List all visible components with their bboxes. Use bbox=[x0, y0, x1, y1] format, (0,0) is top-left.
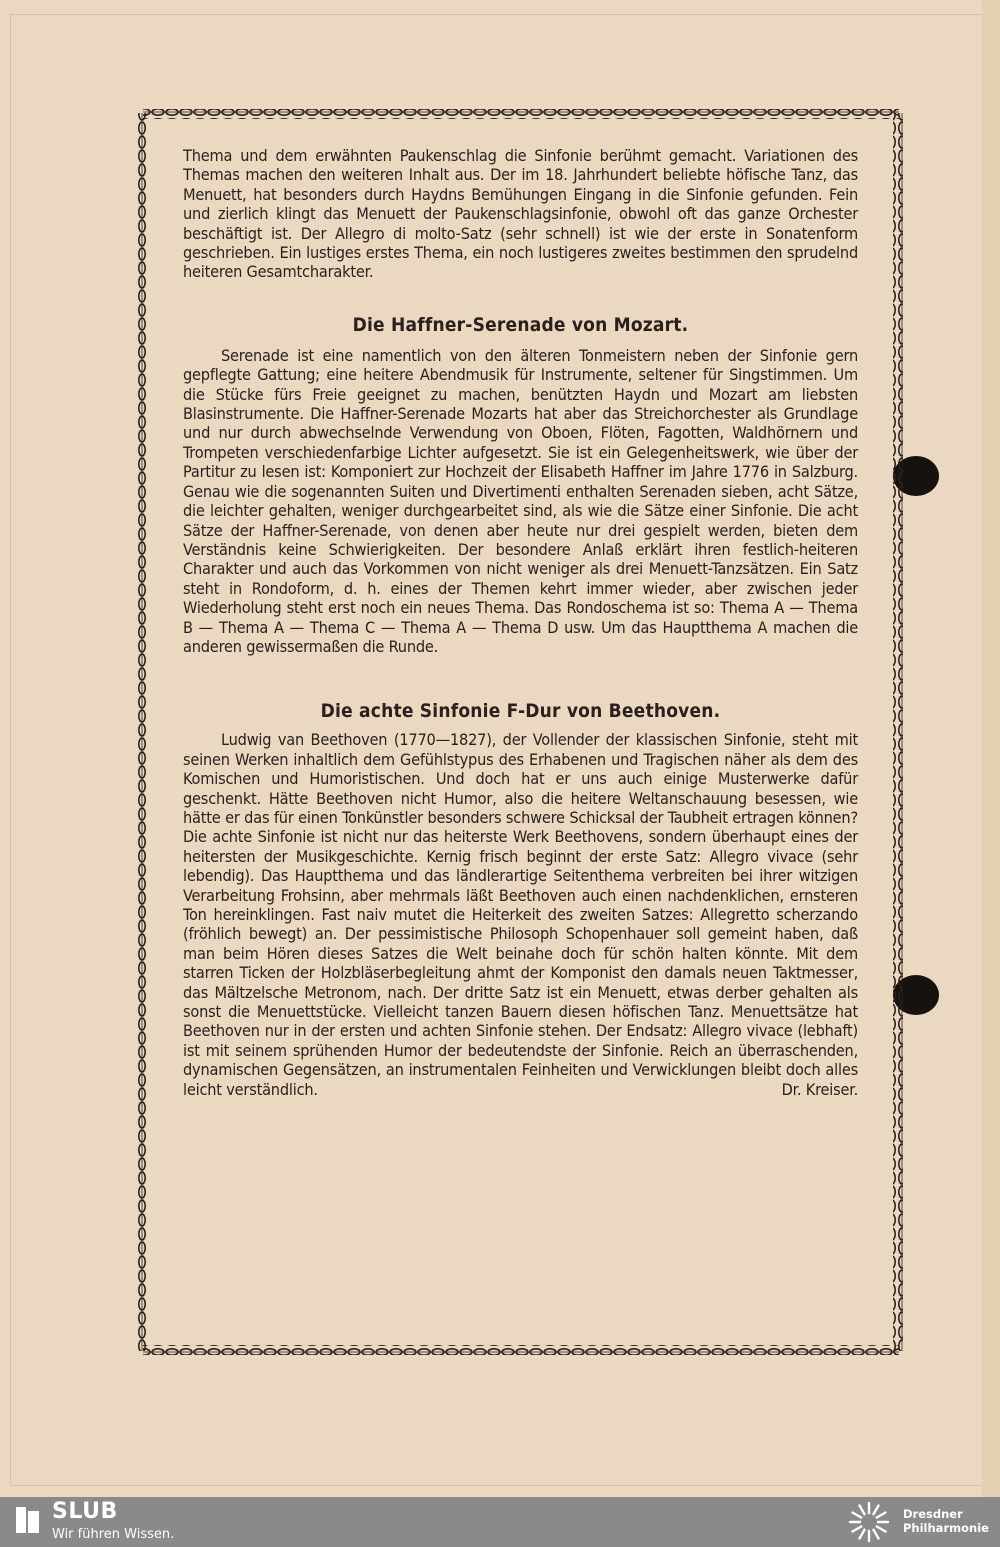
repository-footer bbox=[0, 1497, 1000, 1547]
slub-book-icon bbox=[14, 1505, 42, 1535]
partner-name-line1: Dresdner bbox=[903, 1507, 963, 1521]
partner-name bbox=[903, 1507, 989, 1535]
slub-name: SLUB bbox=[52, 1499, 118, 1524]
article-body bbox=[183, 146, 858, 1099]
section-heading-beethoven: Die achte Sinfonie F-Dur von Beethoven. bbox=[320, 700, 721, 723]
intro-paragraph: Thema und dem erwähnten Paukenschlag die Sinfonie berühmt gemacht. Variationen des Themas machen den weiteren Inhalt aus. Der im 18. Jahrhundert beliebte höfische Tanz, das Menuett, hat besonders durch Haydns Bemühungen Eingang in die Sinfonie gefunden. Fein und zierlich klingt das Menuett der Paukenschlagsinfonie, obwohl oft das ganze Orchester beschäftigt ist. Der Allegro di molto-Satz (sehr schnell) ist wie der erste in Sonatenform geschrieben. Ein lustiges erstes Thema, ein noch lustigeres zweites bestimmen den sprudelnd heiteren Gesamtcharakter. bbox=[183, 146, 858, 282]
philharmonie-sunburst-icon bbox=[842, 1501, 896, 1543]
haffner-paragraph: Serenade ist eine namentlich von den älteren Tonmeistern neben der Sinfonie gern gepflegte Gattung; eine heitere Abendmusik für Instrumente, seltener für Singstimmen. Um die Stücke fürs Freie geeignet zu machen, benützten Haydn und Mozart am liebsten Blasinstrumente. Die Haffner-Serenade Mozarts hat aber das Streichorchester als Grundlage und nur durch abwechselnde Verwendung von Oboen, Flöten, Fagotten, Waldhörnern und Trompeten verschiedenfarbige Lichter aufgesetzt. Sie ist ein Gelegenheitswerk, wie über der Partitur zu lesen ist: Komponiert zur Hochzeit der Elisabeth Haffner im Jahre 1776 in Salzburg. Genau wie die sogenannten Suiten und Divertimenti enthalten Serenaden sieben, acht Sätze, die leichter gehalten, weniger durchgearbeitet sind, als wie die Sätze einer Sinfonie. Die acht Sätze der Haffner-Serenade, von denen aber heute nur drei gespielt werden, bieten dem Verständnis keine Schwierigkeiten. Der besondere Anlaß erklärt ihren festlich-heiteren Charakter und auch das Vorkommen von nicht weniger als drei Menuett-Tanzsätzen. Ein Satz steht in Rondoform, d. h. eines der Themen kehrt immer wieder, aber zwischen jeder Wiederholung steht erst noch ein neues Thema. Das Rondoschema ist so: Thema A — Thema B — Thema A — Thema C — Thema A — Thema D usw. Um das Hauptthema A machen die anderen gewissermaßen die Runde. bbox=[183, 345, 858, 656]
slub-tagline: Wir führen Wissen. bbox=[52, 1527, 175, 1542]
signature: Dr. Kreiser. bbox=[781, 1080, 858, 1100]
beethoven-paragraph: Ludwig van Beethoven (1770—1827), der Vollender der klassischen Sinfonie, steht mit seinen Werken inhaltlich dem Gefühlstypus des Erhabenen und Tragischen näher als dem des Komischen und Humoristischen. Und doch hat er uns auch einige Musterwerke dafür geschenkt. Hätte Beethoven nicht Humor, also die heitere Weltanschauung besessen, wie hätte er das für einen Tonkünstler besonders schwere Schicksal der Taubheit ertragen können? Die achte Sinfonie ist nicht nur das heiterste Werk Beethovens, sondern überhaupt eines der heitersten der Musikgeschichte. Kernig frisch beginnt der erste Satz: Allegro vivace (sehr lebendig). Das Hauptthema und das ländlerartige Seitenthema verbreiten bei ihrer witzigen Verarbeitung Frohsinn, aber mehrmals läßt Beethoven auch einen nachdenklichen, ernsteren Ton hereinklingen. Fast naiv mutet die Heiterkeit des zweiten Satzes: Allegretto scherzando (fröhlich bewegt) an. Der pessimistische Philosoph Schopenhauer soll gemeint haben, daß man beim Hören dieses Satzes die Welt beinahe doch für schön halten könnte. Mit dem starren Ticken der Holzbläserbegleitung ahmt der Komponist den damals neuen Taktmesser, das Mältzelsche Metronom, nach. Der dritte Satz ist ein Menuett, etwas derber gehalten als sonst die Menuettstücke. Vielleicht tanzen Bauern diesen höfischen Tanz. Menuettsätze hat Beethoven nur in der ersten und achten Sinfonie stehen. Der Endsatz: Allegro vivace (lebhaft) ist mit seinem sprühenden Humor der bedeutendste der Sinfonie. Reich an überraschenden, dynamischen Gegensätzen, an instrumentalen Feinheiten und Verwicklungen bleibt doch alles leicht verständlich. bbox=[183, 730, 858, 1099]
partner-name-line2: Philharmonie bbox=[903, 1521, 989, 1535]
page-right-margin bbox=[982, 0, 1000, 1497]
section-heading-haffner: Die Haffner-Serenade von Mozart. bbox=[352, 313, 689, 336]
